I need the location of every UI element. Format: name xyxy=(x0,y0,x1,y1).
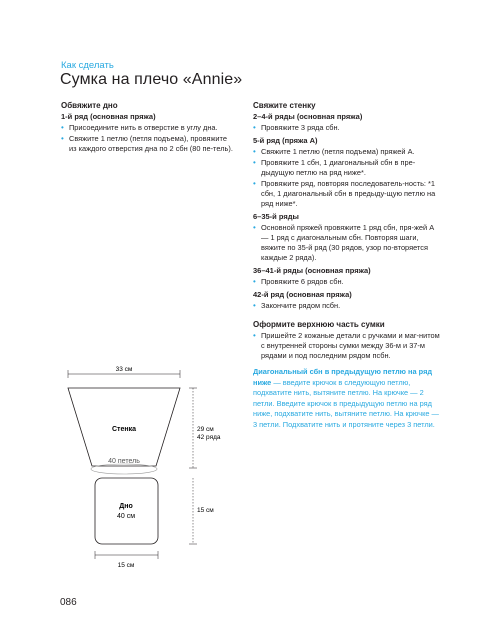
bottom-heading: Обвяжите дно xyxy=(61,101,118,110)
list-item: • Провяжите 1 сбн, 1 диагональный сбн в пре-дыдущую петлю на ряд ниже*. xyxy=(253,158,443,178)
page-title: Сумка на плечо «Annie» xyxy=(60,71,243,88)
wall-heading: Свяжите стенку xyxy=(253,101,316,110)
list-item: • Провяжите 6 рядов сбн. xyxy=(253,277,443,287)
row-5-title: 5-й ряд (пряжа А) xyxy=(253,136,318,145)
top-width-label: 33 см xyxy=(115,366,133,373)
row-42-title: 42-й ряд (основная пряжа) xyxy=(253,290,352,299)
bottom-height-label: 15 см xyxy=(197,507,214,514)
page-number: 086 xyxy=(60,597,77,608)
section-kicker: Как сделать xyxy=(61,60,114,71)
list-item: • Свяжите 1 петлю (петля подъема) пряжей А. xyxy=(253,147,443,157)
bottom-label: Дно xyxy=(119,503,133,510)
height-cm-label: 29 см xyxy=(197,426,214,433)
note-term: Диагональный сбн в предыдущую петлю на ряд ниже xyxy=(253,367,433,387)
rows-2-4-title: 2–4-й ряды (основная пряжа) xyxy=(253,112,363,121)
list-item: • Свяжите 1 петлю (петля подъема), провяжите из каждого отверстия дна по 2 сбн (80 пе-тель). xyxy=(61,134,233,154)
bottom-shape xyxy=(95,478,158,544)
list-item: • Провяжите ряд, повторяя последователь-ность: *1 сбн, 1 диагональный сбн в предыду-щую петлю на ряд ниже*. xyxy=(253,179,443,209)
rows-36-41-title: 36–41-й ряды (основная пряжа) xyxy=(253,266,371,275)
bottom-width-label: 15 см xyxy=(117,562,135,569)
wall-label: Стенка xyxy=(111,426,137,433)
list-item: • Закончите рядом псбн. xyxy=(253,301,443,311)
list-item: • Основной пряжей провяжите 1 ряд сбн, пря-жей А — 1 ряд с диагональным сбн. Повторяя шаги, вяжите по 35-й ряд (30 рядов, узор по-вторяется каждые 2 ряда). xyxy=(253,223,443,263)
finish-heading: Оформите верхнюю часть сумки xyxy=(253,320,385,329)
loops-ellipse xyxy=(91,464,157,474)
note-text: — введите крючок в следующую петлю, подхватите нить, вытяните петлю. На крючке — 2 петли. Введите крючок в предыдущую петлю на ряд ниже, подхватите нить, вытяните петлю. На крючке — 3 петли. Подхватите нить и протяните через 3 петли. xyxy=(253,377,439,429)
loops-label: 40 петель xyxy=(108,458,140,465)
list-item: • Присоедините нить в отверстие в углу дна. xyxy=(61,123,233,133)
row1-title: 1-й ряд (основная пряжа) xyxy=(61,112,156,121)
list-item: • Провяжите 3 ряда сбн. xyxy=(253,123,443,133)
rows-6-35-title: 6–35-й ряды xyxy=(253,212,299,221)
list-item: • Пришейте 2 кожаные детали с ручками и маг-нитом с внутренней стороны сумки между 36-м и 37-м рядами и под последним рядом псбн. xyxy=(253,331,443,361)
height-rows-label: 42 ряда xyxy=(197,434,221,441)
bottom-loops-label: 40 см xyxy=(116,513,136,520)
